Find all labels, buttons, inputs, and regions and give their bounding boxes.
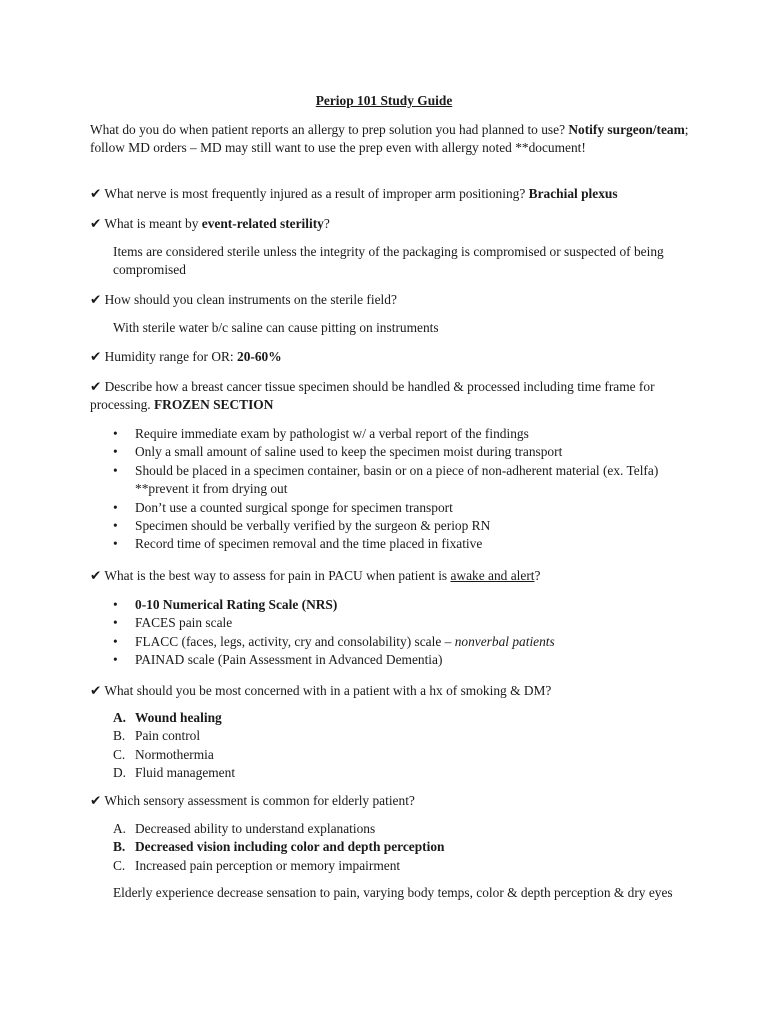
answer-bold: 20-60% <box>237 349 282 364</box>
option-text: Increased pain perception or memory impairment <box>135 857 401 873</box>
list-item: • PAINAD scale (Pain Assessment in Advanced Dementia) <box>90 651 690 669</box>
option-text: Pain control <box>135 728 201 744</box>
question-text: How should you clean instruments on the sterile field? <box>104 292 397 307</box>
check-icon: ✔ <box>90 349 102 364</box>
list-item: • Record time of specimen removal and the time placed in fixative <box>90 535 690 553</box>
answer-clean-instruments: With sterile water b/c saline can cause pitting on instruments <box>113 320 439 335</box>
smoking-dm-options <box>90 709 690 783</box>
option-label: D. <box>113 765 127 781</box>
option-label: A. <box>113 821 127 836</box>
question-suffix: ? <box>534 568 541 583</box>
list-item: • Only a small amount of saline used to keep the specimen moist during transport <box>90 443 690 461</box>
page-title: Periop 101 Study Guide <box>315 93 453 108</box>
option-text: Normothermia <box>135 746 214 762</box>
option-label: C. <box>113 857 126 873</box>
question-text: What nerve is most frequently injured as a result of improper arm positioning? <box>104 186 529 201</box>
option-label: B. <box>113 728 126 744</box>
question-text: What is meant by <box>104 216 202 231</box>
question-humidity <box>90 348 690 366</box>
question-text: What is the best way to assess for pain in PACU when patient is <box>104 568 451 583</box>
answer-bold: Brachial plexus <box>528 186 618 201</box>
pain-scale-list <box>90 596 690 670</box>
list-item-text: FLACC (faces, legs, activity, cry and consolability) scale – <box>135 633 455 649</box>
elderly-sensory-options <box>90 820 690 875</box>
option-item <box>90 857 690 875</box>
answer-event-related-sterility: Items are considered sterile unless the integrity of the packaging is compromised or suspected of being compromised <box>113 244 664 278</box>
option-item <box>90 746 690 764</box>
list-item: • Should be placed in a specimen container, basin or on a piece of non-adherent material (ex. Telfa) **prevent it from drying out <box>90 462 690 499</box>
option-label: A. <box>113 710 127 725</box>
question-clean-instruments <box>90 291 690 309</box>
option-item <box>90 838 690 856</box>
option-label: C. <box>113 746 126 762</box>
answer-bold: 0-10 Numerical Rating Scale (NRS) <box>135 597 338 612</box>
check-icon: ✔ <box>90 568 102 583</box>
list-item <box>90 596 690 614</box>
check-icon: ✔ <box>90 379 102 394</box>
question-nerve-injury <box>90 185 690 203</box>
option-item <box>90 727 690 745</box>
list-item: • Require immediate exam by pathologist w/ a verbal report of the findings <box>90 425 690 443</box>
list-item: • Specimen should be verbally verified by the surgeon & periop RN <box>90 517 690 535</box>
question-text: What do you do when patient reports an allergy to prep solution you had planned to use? <box>90 122 569 137</box>
question-prep-allergy <box>90 121 690 158</box>
list-item: • FACES pain scale <box>90 614 690 632</box>
answer-bold: FROZEN SECTION <box>153 397 274 413</box>
option-text: Fluid management <box>135 765 236 781</box>
question-smoking-dm <box>90 682 690 700</box>
question-pacu-pain <box>90 567 690 585</box>
option-text: Decreased ability to understand explanations <box>135 821 376 836</box>
question-text: Which sensory assessment is common for elderly patient? <box>104 793 415 808</box>
check-icon: ✔ <box>90 793 102 808</box>
check-icon: ✔ <box>90 186 102 201</box>
question-breast-specimen <box>90 378 690 415</box>
answer-elderly-sensory: Elderly experience decrease sensation to pain, varying body temps, color & depth perception & dry eyes <box>113 885 673 900</box>
question-elderly-sensory <box>90 792 690 810</box>
option-item <box>90 764 690 782</box>
question-text: Humidity range for OR: <box>104 349 237 364</box>
italic-note: nonverbal patients <box>454 633 555 649</box>
option-text: Decreased vision including color and depth perception <box>135 839 445 855</box>
check-icon: ✔ <box>90 216 102 231</box>
option-item <box>90 709 690 727</box>
answer-text: ; follow MD orders – MD may still want to use the prep even with allergy noted **document! <box>90 122 689 156</box>
underlined-text: awake and alert <box>450 568 535 583</box>
question-suffix: ? <box>323 216 330 231</box>
question-text: What should you be most concerned with in a patient with a hx of smoking & DM? <box>104 683 552 698</box>
option-item <box>90 820 690 838</box>
answer-bold: Notify surgeon/team <box>568 122 685 137</box>
option-text: Wound healing <box>135 710 222 725</box>
list-item <box>90 633 690 651</box>
specimen-bullet-list <box>90 425 690 554</box>
check-icon: ✔ <box>90 292 102 307</box>
question-event-related-sterility <box>90 215 690 233</box>
question-text: Describe how a breast cancer tissue specimen should be handled & processed including time frame for processing. <box>90 379 655 413</box>
option-label: B. <box>113 839 126 855</box>
term-bold: event-related sterility <box>201 216 324 231</box>
check-icon: ✔ <box>90 683 102 698</box>
list-item: • Don’t use a counted surgical sponge for specimen transport <box>90 499 690 517</box>
